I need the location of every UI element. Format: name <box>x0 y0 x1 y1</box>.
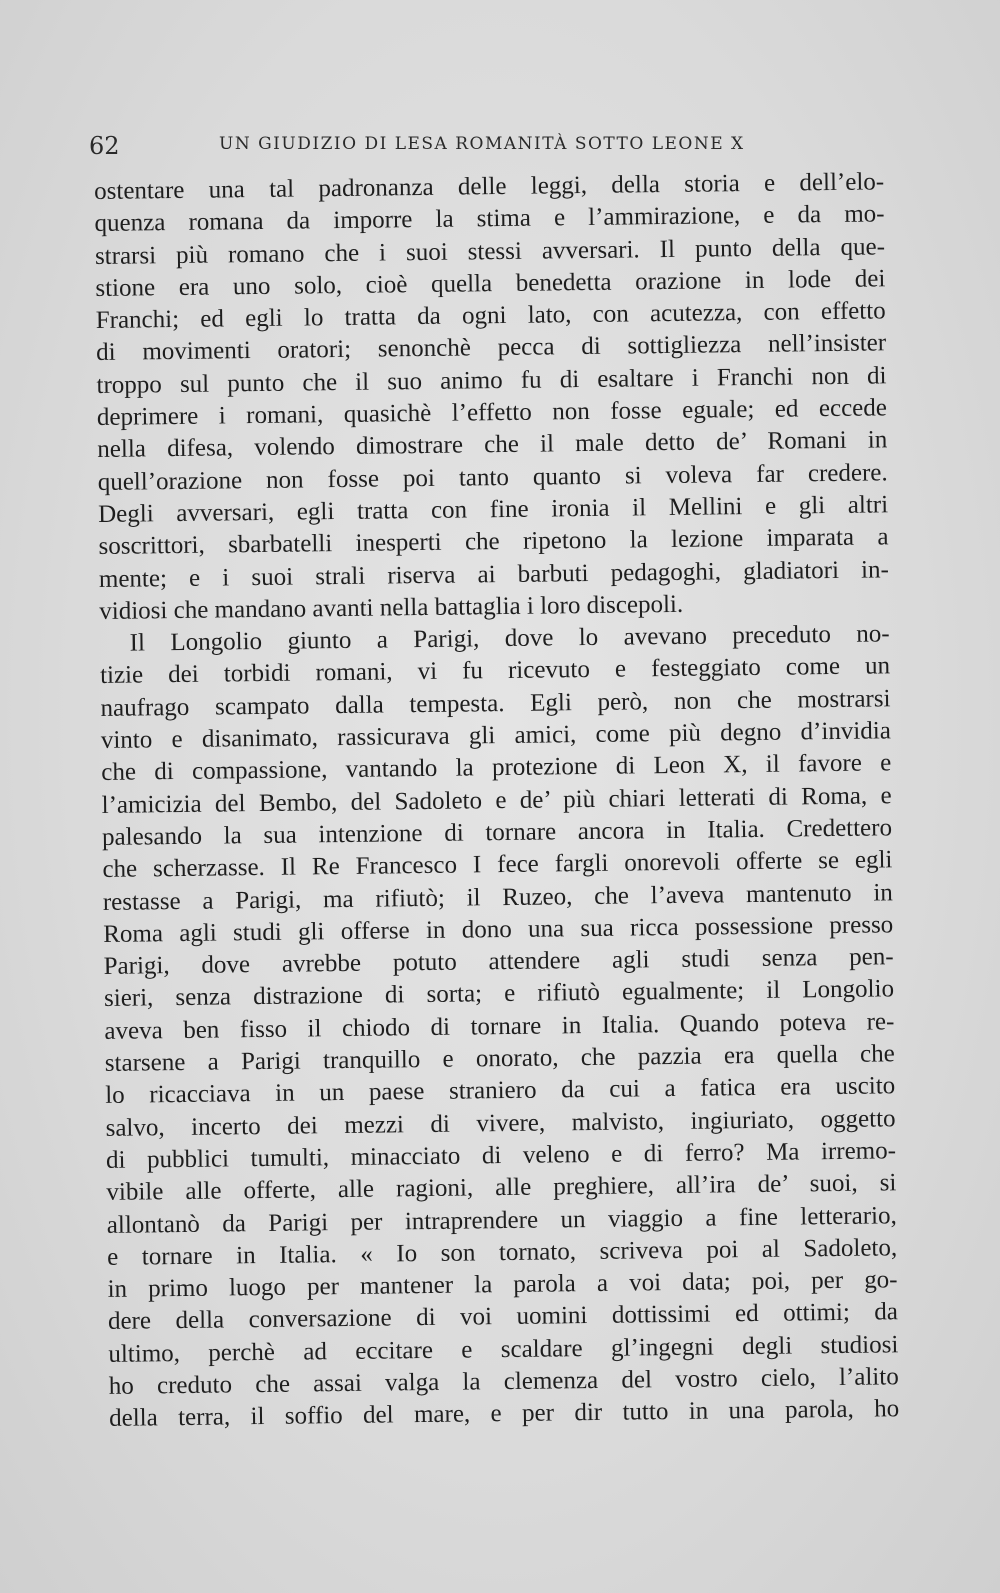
page-header <box>89 132 889 168</box>
page-number: 62 <box>89 132 120 160</box>
text-line: troppo sul punto che il suo animo fu di esaltare i Franchi non di <box>96 362 887 399</box>
text-line: stione era uno solo, cioè quella benedetta orazione in lode dei <box>95 265 886 302</box>
text-line: soscrittori, sbarbatelli inesperti che ripetono la lezione imparata a <box>98 523 889 561</box>
text-line: aveva ben fisso il chiodo di tornare in Italia. Quando poteva re- <box>104 1008 895 1045</box>
text-line: e tornare in Italia. « Io son tornato, scriveva poi al Sadoleto, <box>107 1234 898 1271</box>
text-line: Franchi; ed egli lo tratta da ogni lato, con acutezza, con effetto <box>95 297 886 335</box>
text-line: ho creduto che assai valga la clemenza del vostro cielo, l’alito <box>108 1363 899 1400</box>
text-line: ultimo, perchè ad eccitare e scaldare gl’ingegni degli studiosi <box>108 1330 899 1368</box>
text-line: della terra, il soffio del mare, e per dir tutto in una parola, ho <box>109 1395 900 1433</box>
text-line: di movimenti oratori; senonchè pecca di sottigliezza nell’insister <box>95 329 887 367</box>
text-line: che di compassione, vantando la protezione di Leon X, il favore e <box>101 749 892 787</box>
text-line: Degli avversari, egli tratta con fine ironia il Mellini e gli altri <box>97 491 889 528</box>
text-line: Roma agli studi gli offerse in dono una sua ricca possessione presso <box>103 911 894 948</box>
text-line: quenza romana da imporre la stima e l’ammirazione, e da mo- <box>94 200 885 238</box>
text-line: restasse a Parigi, ma rifiutò; il Ruzeo, che l’aveva mantenuto in <box>102 878 893 916</box>
text-line: di pubblici tumulti, minacciato di veleno e di ferro? Ma irremo- <box>105 1137 897 1174</box>
text-line: Parigi, dove avrebbe potuto attendere agli studi senza pen- <box>103 943 894 981</box>
text-line: l’amicizia del Bembo, del Sadoleto e de’ più chiari letterati di Roma, e <box>101 781 892 819</box>
text-line: nella difesa, volendo dimostrare che il male detto de’ Romani in <box>97 426 888 464</box>
text-line: strarsi più romano che i suoi stessi avversari. Il punto della que- <box>94 232 886 270</box>
running-title: UN GIUDIZIO DI LESA ROMANITÀ SOTTO LEONE X <box>219 134 745 154</box>
text-line: mente; e i suoi strali riserva ai barbuti pedagoghi, gladiatori in- <box>98 555 890 593</box>
text-line: starsene a Parigi tranquillo e onorato, che pazzia era quella che <box>104 1040 895 1077</box>
text-line: che scherzasse. Il Re Francesco I fece fargli onorevoli offerte se egli <box>102 846 893 884</box>
text-line: lo ricacciava in un paese straniero da cui a fatica era uscito <box>105 1072 896 1110</box>
text-line: tizie dei torbidi romani, vi fu ricevuto e festeggiato come un <box>99 652 891 690</box>
text-line: vibile alle offerte, alle ragioni, alle preghiere, all’ira de’ suoi, si <box>106 1169 897 1207</box>
text-line: Il Longolio giunto a Parigi, dove lo avevano preceduto no- <box>129 620 890 657</box>
text-line: sieri, senza distrazione di sorta; e rifiutò egualmente; il Longolio <box>103 975 895 1013</box>
text-line: deprimere i romani, quasichè l’effetto non fosse eguale; ed eccede <box>96 394 888 432</box>
text-line: quell’orazione non fosse poi tanto quanto si voleva far credere. <box>97 458 888 496</box>
text-line: salvo, incerto dei mezzi di vivere, malvisto, ingiuriato, oggetto <box>105 1104 896 1142</box>
body-text <box>94 166 899 1435</box>
text-line: vidiosi che mandano avanti nella battaglia i loro discepoli. <box>99 590 684 625</box>
text-line: naufrago scampato dalla tempesta. Egli però, non che mostrarsi <box>100 685 891 722</box>
text-line: palesando la sua intenzione di tornare ancora in Italia. Credettero <box>101 814 893 851</box>
text-line: dere della conversazione di voi uomini dottissimi ed ottimi; da <box>107 1298 899 1336</box>
text-line: in primo luogo per mantener la parola a voi data; poi, per go- <box>107 1266 898 1304</box>
text-line: vinto e disanimato, rassicurava gli amici, come più degno d’invidia <box>100 717 892 755</box>
text-line: allontanò da Parigi per intraprendere un viaggio a fine letterario, <box>106 1201 897 1239</box>
text-line: ostentare una tal padronanza delle leggi, della storia e dell’elo- <box>94 168 885 205</box>
